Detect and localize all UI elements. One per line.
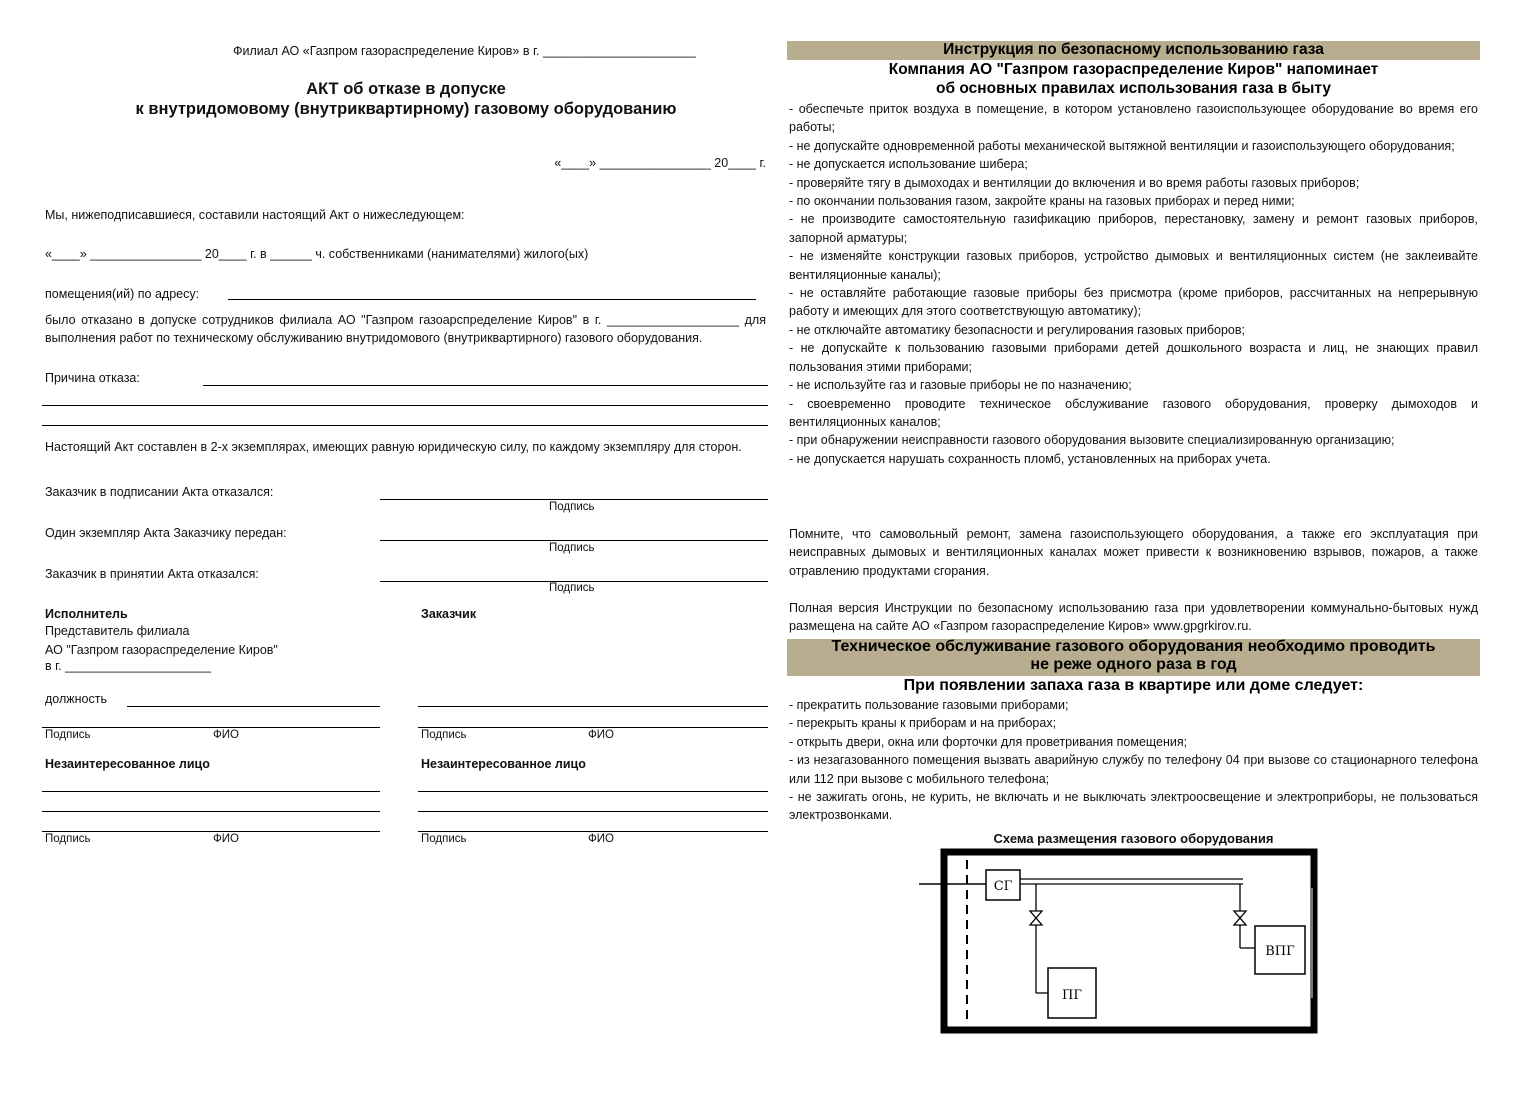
- reason-field-3: [42, 425, 768, 426]
- sign-caption: Подпись: [45, 833, 91, 845]
- smell-steps-list: [789, 696, 1478, 825]
- uninterested-left-field-2: [42, 811, 380, 812]
- act-date-line: «____» ________________ 20____ г.: [554, 156, 766, 170]
- uninterested-left-field-1: [42, 791, 380, 792]
- heater-label: ВПГ: [1265, 944, 1295, 959]
- rule-item: - не используйте газ и газовые приборы не по назначению;: [789, 378, 1132, 393]
- customer-field-1: [418, 706, 768, 707]
- rule-item: - не производите самостоятельную газификацию приборов, перестановку, замену и ремонт газовых приборов, запорной арматуры;: [789, 212, 1478, 245]
- rule-item: - проверяйте тягу в дымоходах и вентиляции до включения и во время работы газовых приборов;: [789, 175, 1360, 190]
- rule-item: - не отключайте автоматику безопасности и регулирования газовых приборов;: [789, 322, 1245, 337]
- act-intro: Мы, нижеподписавшиеся, составили настоящий Акт о нижеследующем:: [45, 208, 465, 222]
- sign-caption: Подпись: [45, 729, 91, 741]
- act-date-owner-line: «____» ________________ 20____ г. в ______ ч. собственниками (нанимателями) жилого(ых): [45, 247, 589, 261]
- scheme-title: Схема размещения газового оборудования: [993, 831, 1274, 846]
- remember-text: Помните, что самовольный ремонт, замена газоиспользующего оборудования, а также его эксплуатация при неисправных дымовых и вентиляционных каналах может привести к возникновению взрывов, пожаров, а также отравлению продуктами сгорания.: [789, 527, 1478, 578]
- sign-row-caption: Подпись: [549, 542, 595, 554]
- gas-equipment-scheme: [915, 848, 1325, 1036]
- rule-item: - не допускается нарушать сохранность пломб, установленных на приборах учета.: [789, 451, 1271, 466]
- reason-label: Причина отказа:: [45, 371, 140, 385]
- copies-text: Настоящий Акт составлен в 2-х экземплярах, имеющих равную юридическую силу, по каждому экземпляру для сторон.: [45, 440, 742, 454]
- smell-step: - прекратить пользование газовыми приборами;: [789, 698, 1069, 712]
- uninterested-right-field-1: [418, 791, 768, 792]
- fio-caption: ФИО: [213, 729, 239, 741]
- heater-valve-icon: [1234, 911, 1246, 925]
- position-field: [127, 706, 380, 707]
- smell-step: - перекрыть краны к приборам и на приборах;: [789, 716, 1057, 731]
- meter-label: СГ: [993, 879, 1013, 894]
- rule-item: - не допускайте одновременной работы механической вытяжной вентиляции и газоиспользующего оборудования;: [789, 138, 1455, 153]
- instruction-subtitle-line1: Компания АО "Газпром газораспределение Киров" напоминает: [888, 61, 1379, 78]
- fio-caption: ФИО: [213, 833, 239, 845]
- stove-valve-icon: [1030, 911, 1042, 925]
- rule-item: - не допускается использование шибера;: [789, 157, 1028, 172]
- rule-item: - своевременно проводите техническое обслуживание газового оборудования, проверку дымоходов и вентиляционных каналов;: [789, 396, 1478, 429]
- maintenance-line1: Техническое обслуживание газового оборудования необходимо проводить: [831, 638, 1436, 655]
- sign-row-caption: Подпись: [549, 501, 595, 513]
- rule-item: - обеспечьте приток воздуха в помещение, в котором установлено газоиспользующее оборудование во время его работы;: [789, 102, 1478, 135]
- executor-sign-field: [42, 727, 380, 728]
- reason-field-1: [203, 385, 768, 386]
- rule-item: - не допускайте к пользованию газовыми приборами детей дошкольного возраста и лиц, не знающих правил пользования этими приборами;: [789, 341, 1478, 374]
- branch-line: Филиал АО «Газпром газораспределение Киров» в г. ______________________: [233, 44, 696, 58]
- rules-list: [789, 100, 1478, 468]
- fio-caption: ФИО: [588, 833, 614, 845]
- maintenance-line2: не реже одного раза в год: [1030, 656, 1237, 673]
- customer-heading: Заказчик: [421, 607, 477, 621]
- executor-line1: Представитель филиала: [45, 624, 190, 638]
- stove-label: ПГ: [1062, 988, 1082, 1003]
- sign-caption: Подпись: [421, 833, 467, 845]
- sign-caption: Подпись: [421, 729, 467, 741]
- address-label: помещения(ий) по адресу:: [45, 287, 200, 301]
- instruction-subtitle-line2: об основных правилах использования газа в быту: [936, 80, 1331, 97]
- smell-step: - открыть двери, окна или форточки для проветривания помещения;: [789, 734, 1188, 749]
- reason-field-2: [42, 405, 768, 406]
- rule-item: - не оставляйте работающие газовые приборы без присмотра (кроме приборов, рассчитанных на непрерывную работу и имеющих для этого соответствующую автоматику);: [789, 286, 1478, 319]
- executor-line3: в г. _____________________: [45, 659, 212, 673]
- smell-heading: При появлении запаха газа в квартире или доме следует:: [903, 677, 1364, 694]
- sign-row-label: Заказчик в подписании Акта отказался:: [45, 485, 274, 499]
- smell-step: - не зажигать огонь, не курить, не включать и не выключать электроосвещение и электроприборы, не пользоваться электрозвонками.: [789, 790, 1478, 823]
- sign-row-label: Заказчик в принятии Акта отказался:: [45, 567, 259, 581]
- sign-row-caption: Подпись: [549, 582, 595, 594]
- smell-step: - из незагазованного помещения вызвать аварийную службу по телефону 04 при вызове со стационарного телефона или 112 при вызове с мобильного телефона;: [789, 753, 1478, 786]
- rule-item: - по окончании пользования газом, закройте краны на газовых приборах и перед ними;: [789, 194, 1295, 209]
- act-title-line1: АКТ об отказе в допуске: [306, 80, 506, 98]
- uninterested-heading-left: Незаинтересованное лицо: [45, 757, 210, 771]
- full-version-text: Полная версия Инструкции по безопасному использованию газа при удовлетворении коммунально-бытовых нужд размещена на сайте АО «Газпром газораспределение Киров» www.gpgrkirov.ru.: [789, 601, 1478, 634]
- rule-item: - при обнаружении неисправности газового оборудования вызовите специализированную организацию;: [789, 433, 1395, 448]
- address-field: [228, 299, 756, 300]
- uninterested-left-field-3: [42, 831, 380, 832]
- instruction-title: Инструкция по безопасному использованию газа: [943, 41, 1324, 58]
- executor-line2: АО "Газпром газораспределение Киров": [45, 643, 278, 657]
- sign-row-label: Один экземпляр Акта Заказчику передан:: [45, 526, 287, 540]
- uninterested-heading-right: Незаинтересованное лицо: [421, 757, 586, 771]
- uninterested-right-field-2: [418, 811, 768, 812]
- executor-heading: Исполнитель: [45, 607, 128, 621]
- position-label: должность: [45, 692, 107, 706]
- refusal-text: было отказано в допуске сотрудников филиала АО "Газпром газоарспределение Киров" в г. ___________________ для выполнения работ по техническому обслуживанию внутридомового (внутриквартирного) газового оборудования.: [45, 313, 766, 345]
- act-title-line2: к внутридомовому (внутриквартирному) газовому оборудованию: [135, 100, 677, 118]
- rule-item: - не изменяйте конструкции газовых приборов, устройство дымовых и вентиляционных систем (не заклеивайте вентиляционные каналы);: [789, 249, 1478, 282]
- fio-caption: ФИО: [588, 729, 614, 741]
